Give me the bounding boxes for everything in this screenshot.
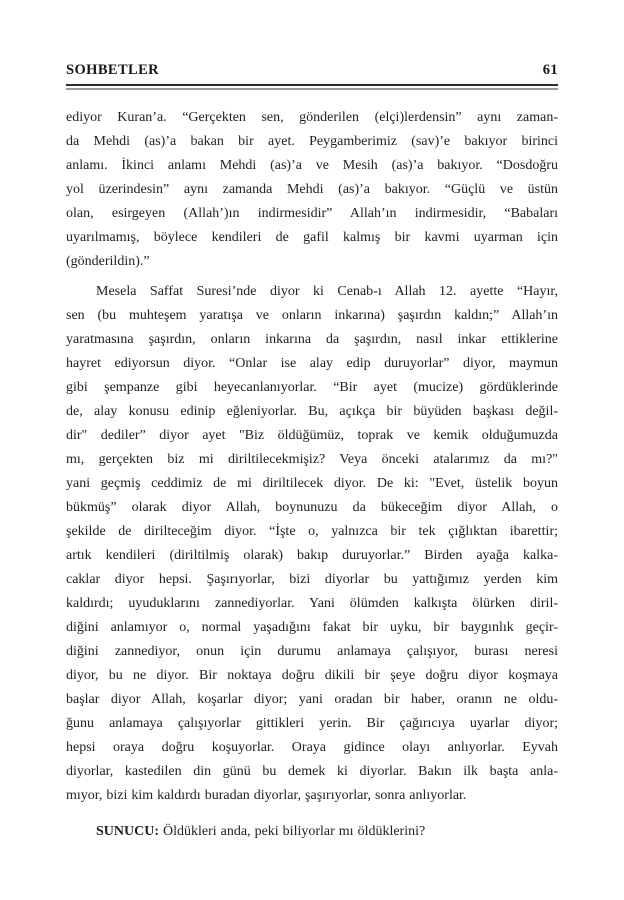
text-line: yaratmasına şaşırdın, onların inkarına da şaşırdın, nasıl inkar ettiklerine	[66, 332, 558, 347]
page-body	[66, 106, 558, 844]
text-line: şekilde de dirilteceğim diyor. “İşte o, yalnızca bir tek çığlıktan ibarettir;	[66, 524, 558, 539]
text-line: ediyor Kuran’a. “Gerçekten sen, gönderilen (elçi)lerdensin” aynı zaman-	[66, 110, 558, 125]
running-title: SOHBETLER	[66, 62, 160, 78]
page-number: 61	[542, 62, 558, 78]
paragraph-1	[66, 106, 558, 274]
speaker-line	[66, 820, 558, 844]
text-line: gibi şempanze gibi heyecanlanıyorlar. “Bir ayet (mucize) gördüklerinde	[66, 380, 558, 395]
text-line: ğunu anlamaya çalışıyorlar gittikleri yerin. Bir çağırıcıya uyarlar diyor;	[66, 716, 558, 731]
text-line: artık kendileri (diriltilmiş olarak) bakıp duruyorlar.” Birden ayağa kalka-	[66, 548, 558, 563]
text-line: diyor, bu ne diyor. Bir noktaya doğru dikili bir şeye doğru diyor koşmaya	[66, 668, 558, 683]
text-line: de, alay konusu edinip eğleniyorlar. Bu, açıkça bir büyüden başkası değil-	[66, 404, 558, 419]
text-line: Mesela Saffat Suresi’nde diyor ki Cenab-ı Allah 12. ayette “Hayır,	[96, 284, 558, 299]
text-line: hayret ediyorsun diyor. “Onlar ise alay edip duruyorlar” diyor, maymun	[66, 356, 558, 371]
paragraph-2	[66, 280, 558, 808]
text-line: mıyor, bizi kim kaldırdı buradan diyorlar, şaşırıyorlar, sonra anlıyorlar.	[66, 788, 467, 803]
text-line: da Mehdi (as)’a bakan bir ayet. Peygamberimiz (sav)’e bakıyor birinci	[66, 134, 558, 149]
speaker-label: SUNUCU:	[96, 824, 159, 839]
page-header	[66, 62, 558, 79]
text-line: yol üzerindesin” aynı zamanda Mehdi (as)’a bakıyor. “Güçlü ve üstün	[66, 182, 558, 197]
text-line: olan, esirgeyen (Allah’)ın indirmesidir” Allah’ın indirmesidir, “Babaları	[66, 206, 558, 221]
text-line: diğini anlamıyor o, normal yaşadığını fakat bir uyku, bir baygınlık geçir-	[66, 620, 558, 635]
speaker-text: Öldükleri anda, peki biliyorlar mı öldüklerini?	[163, 824, 426, 839]
text-line: mı, gerçekten biz mi diriltilecekmişiz? Veya önceki atalarımız da mı?"	[66, 452, 558, 467]
text-line: (gönderildin).”	[66, 254, 150, 269]
text-line: başlar diyor Allah, koşarlar diyor; yani oradan bir haber, oranın ne oldu-	[66, 692, 558, 707]
text-line: diğini zannediyor, onun için durumu anlamaya çalışıyor, burası neresi	[66, 644, 558, 659]
text-line: diyorlar, kastedilen din günü bu demek ki diyorlar. Bakın ilk başta anla-	[66, 764, 558, 779]
text-line: dir" dediler” diyor ayet "Biz öldüğümüz, toprak ve kemik olduğumuzda	[66, 428, 558, 443]
paragraph-speaker	[66, 820, 558, 844]
text-line: yani geçmiş ceddimiz de mi diriltilecek diyor. De ki: "Evet, üstelik boyun	[66, 476, 558, 491]
header-rule	[66, 84, 558, 90]
text-line: caklar diyor hepsi. Şaşırıyorlar, bizi diyorlar bu yattığımız yerden kim	[66, 572, 558, 587]
text-line: hepsi oraya doğru koşuyorlar. Oraya gidince olayı anlıyorlar. Eyvah	[66, 740, 558, 755]
text-line: kaldırdı; uyuduklarını zannediyorlar. Yani ölümden kalkışta ölürken diril-	[66, 596, 558, 611]
text-line: uyarılmamış, böylece kendileri de gafil kalmış bir kavmi uyarman için	[66, 230, 558, 245]
text-line: bükmüş” olarak diyor Allah, boynunuzu da bükeceğim diyor Allah, o	[66, 500, 558, 515]
text-line: anlamı. İkinci anlamı Mehdi (as)’a ve Mesih (as)’a bakıyor. “Dosdoğru	[66, 158, 558, 173]
text-line: sen (bu muhteşem yaratışa ve onların inkarına) şaşırdın kaldın;” Allah’ın	[66, 308, 558, 323]
